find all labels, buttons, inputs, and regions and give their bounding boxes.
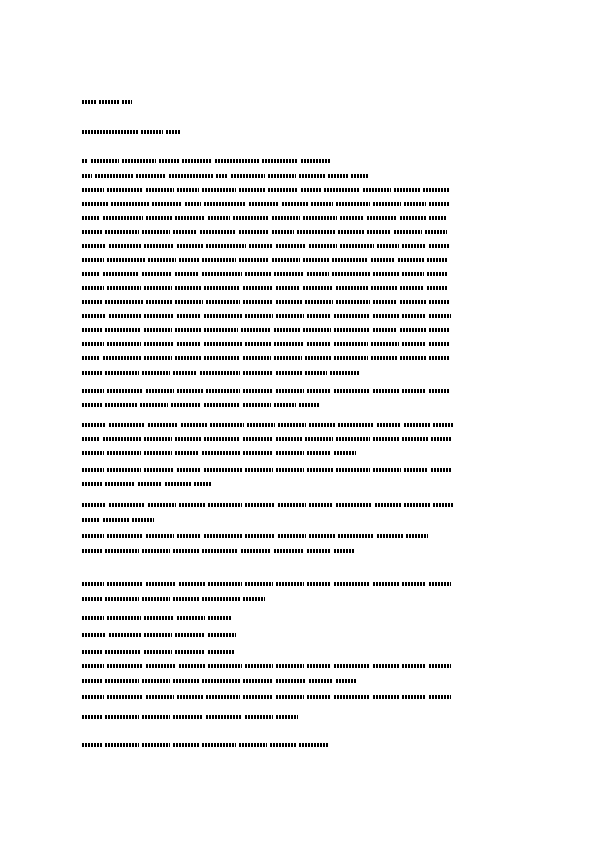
text-line <box>82 580 451 587</box>
text-line <box>82 157 331 164</box>
text-line <box>82 298 449 305</box>
text-line <box>82 614 232 621</box>
text-line <box>82 200 449 207</box>
document-subheading <box>82 128 180 135</box>
text-line <box>82 713 298 720</box>
text-line <box>82 242 449 249</box>
text-line <box>82 214 447 221</box>
text-line <box>82 595 265 602</box>
text-line <box>82 401 319 408</box>
text-line <box>82 186 449 193</box>
text-line <box>82 693 451 700</box>
text-line <box>82 326 449 333</box>
text-line <box>82 449 356 456</box>
text-line <box>82 312 451 319</box>
text-line <box>82 480 212 487</box>
text-line <box>82 284 447 291</box>
text-line <box>82 387 449 394</box>
text-line <box>82 648 234 655</box>
text-line <box>82 516 154 523</box>
text-line <box>82 256 447 263</box>
text-line <box>82 501 453 508</box>
text-line <box>82 421 453 428</box>
closing-line <box>82 741 329 748</box>
text-line <box>82 228 447 235</box>
text-line <box>82 532 428 539</box>
text-line <box>82 662 451 669</box>
text-line <box>82 340 449 347</box>
text-line <box>82 354 449 361</box>
text-line <box>82 631 236 638</box>
text-line <box>82 466 451 473</box>
text-line <box>82 435 451 442</box>
document-heading <box>82 98 132 105</box>
text-line <box>82 369 360 376</box>
text-line <box>82 677 356 684</box>
text-line <box>82 172 369 179</box>
text-line <box>82 547 354 554</box>
text-line <box>82 270 447 277</box>
